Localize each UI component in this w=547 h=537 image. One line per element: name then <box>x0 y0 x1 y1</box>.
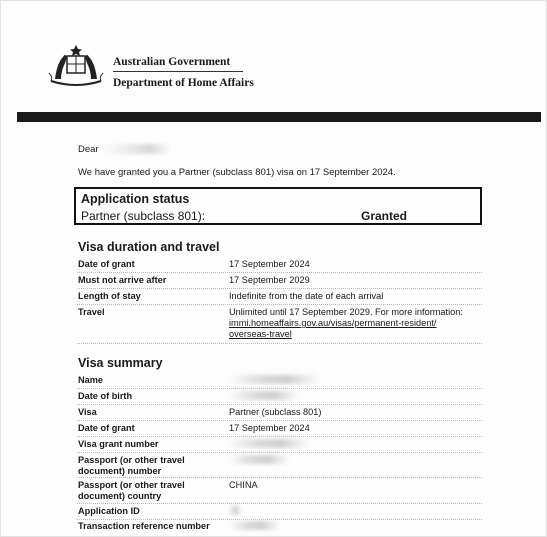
status-title: Application status <box>81 192 190 206</box>
row-value <box>229 307 481 340</box>
row-label: Date of birth <box>78 391 133 401</box>
row-value-redacted <box>229 506 481 518</box>
row-value-redacted <box>229 439 481 451</box>
row-label: Name <box>78 375 104 385</box>
row-value: 17 September 2024 <box>229 259 310 269</box>
row-label: Travel <box>78 307 105 317</box>
travel-text: Unlimited until 17 September 2029. For more information: <box>229 307 463 317</box>
greeting <box>78 144 171 155</box>
table-row <box>77 453 482 478</box>
table-row <box>77 437 482 453</box>
row-label: Transaction reference number <box>78 521 210 531</box>
row-value-redacted <box>229 375 481 387</box>
row-value: CHINA <box>229 480 258 490</box>
row-value: 17 September 2024 <box>229 423 310 433</box>
table-row <box>77 421 482 437</box>
duration-section-title: Visa duration and travel <box>78 240 220 254</box>
table-row <box>77 519 482 534</box>
row-label: Length of stay <box>78 291 141 301</box>
table-row <box>77 273 482 289</box>
header-bar <box>17 112 541 122</box>
table-row <box>77 504 482 520</box>
row-value-redacted <box>229 455 481 467</box>
table-row <box>77 478 482 504</box>
table-row <box>77 257 482 273</box>
table-row <box>77 389 482 405</box>
table-row <box>77 405 482 421</box>
row-value-redacted <box>229 521 481 533</box>
intro-text: We have granted you a Partner (subclass 801) visa on 17 September 2024. <box>78 167 396 178</box>
status-visa-type: Partner (subclass 801): <box>81 209 206 223</box>
row-value: Indefinite from the date of each arrival <box>229 291 384 301</box>
header-divider <box>113 71 243 72</box>
salutation: Dear <box>78 144 99 155</box>
status-value: Granted <box>361 209 408 223</box>
row-value: Partner (subclass 801) <box>229 407 322 417</box>
row-label: Passport (or other travel document) country <box>78 480 185 501</box>
row-value: 17 September 2029 <box>229 275 310 285</box>
row-label: Passport (or other travel document) number <box>78 455 185 476</box>
org-name: Australian Government <box>113 56 231 68</box>
application-status-box <box>74 187 482 225</box>
coat-of-arms-icon <box>45 43 107 89</box>
row-label: Date of grant <box>78 259 135 269</box>
row-label: Application ID <box>78 506 140 516</box>
row-label: Must not arrive after <box>78 275 167 285</box>
redacted-name <box>101 144 171 154</box>
summary-section-title: Visa summary <box>78 356 163 370</box>
row-label: Visa grant number <box>78 439 159 449</box>
row-value-redacted <box>229 391 481 403</box>
row-label: Visa <box>78 407 97 417</box>
table-row <box>77 373 482 389</box>
department-name: Department of Home Affairs <box>113 77 254 89</box>
row-label: Date of grant <box>78 423 135 433</box>
table-row <box>77 289 482 305</box>
table-row <box>77 305 482 344</box>
travel-info-link[interactable]: immi.homeaffairs.gov.au/visas/permanent-resident/ overseas-travel <box>229 318 437 339</box>
